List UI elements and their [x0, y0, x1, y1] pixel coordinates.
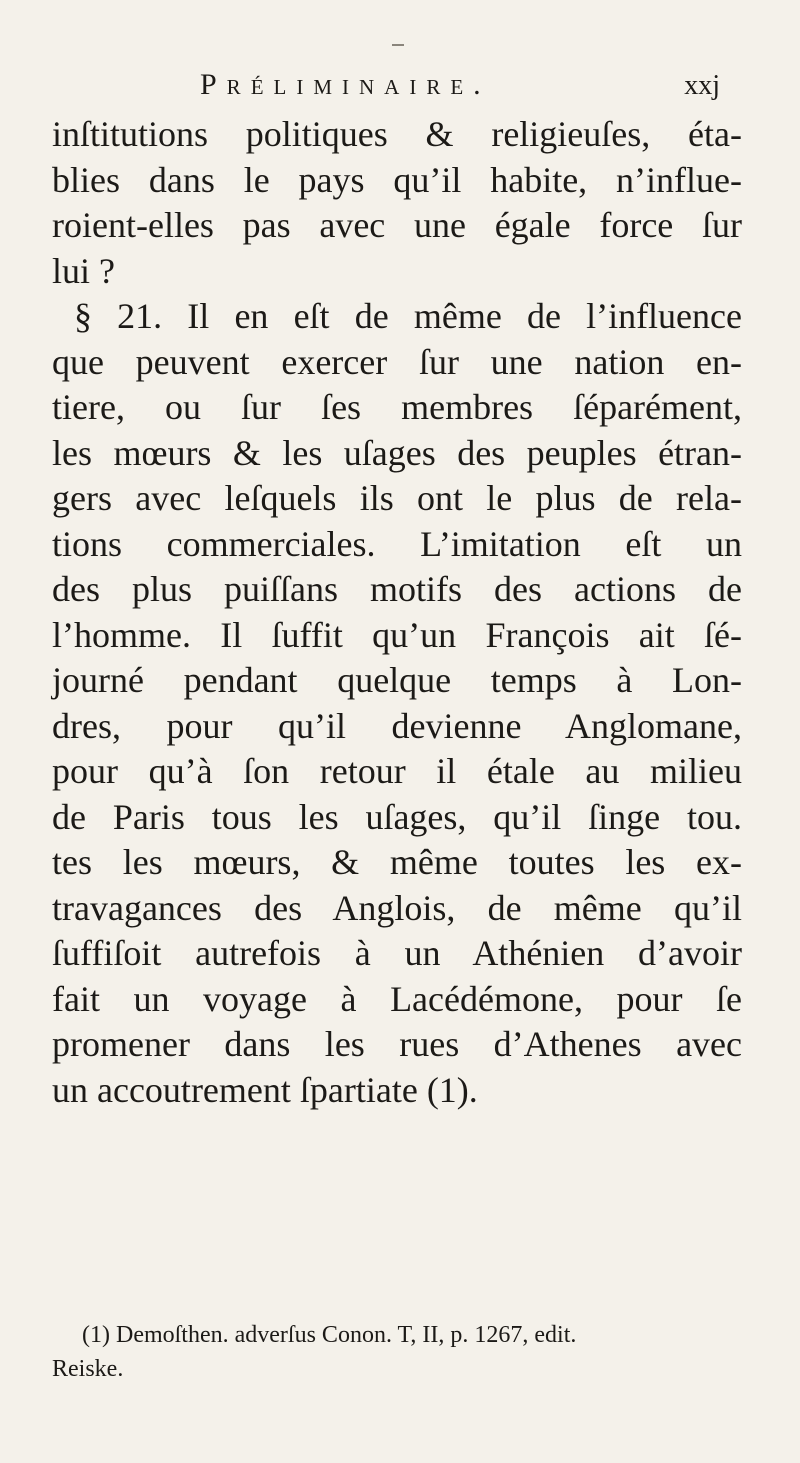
text-line: promener dans les rues d’Athenes avec — [52, 1024, 742, 1064]
text-line: gers avec leſquels ils ont le plus de rela- — [52, 478, 742, 518]
text-line: un accoutrement ſpartiate (1). — [52, 1069, 478, 1110]
text-line: pour qu’à ſon retour il étale au milieu — [52, 751, 742, 791]
page-mark — [392, 44, 404, 46]
text-line: inſtitutions politiques & religieuſes, éta- — [52, 114, 742, 154]
footnote-line: Reiske. — [52, 1356, 124, 1382]
text-line: tions commerciales. L’imitation eſt un — [52, 523, 742, 564]
text-line: dres, pour qu’il devienne Anglomane, — [52, 705, 742, 746]
text-line: fait un voyage à Lacédémone, pour ſe — [52, 978, 742, 1019]
running-head — [200, 68, 720, 108]
text-line: des plus puiſſans motifs des actions de — [52, 569, 742, 609]
text-line: que peuvent exercer ſur une nation en- — [52, 341, 742, 382]
running-title: Préliminaire. — [200, 68, 491, 101]
body-text — [52, 112, 742, 1113]
footnote — [52, 1318, 742, 1386]
text-line: blies dans le pays qu’il habite, n’influe- — [52, 159, 742, 200]
text-line: tes les mœurs, & même toutes les ex- — [52, 842, 742, 882]
footnote-line: (1) Demoſthen. adverſus Conon. T, II, p. 1267, edit. — [82, 1322, 577, 1348]
page-number: xxj — [684, 70, 720, 101]
text-line: travagances des Anglois, de même qu’il — [52, 887, 742, 928]
text-line: l’homme. Il ſuffit qu’un François ait ſé- — [52, 614, 742, 655]
text-line: lui ? — [52, 250, 115, 291]
text-line: § 21. Il en eſt de même de l’influence — [74, 296, 742, 336]
text-line: journé pendant quelque temps à Lon- — [52, 660, 742, 700]
text-line: tiere, ou ſur ſes membres ſéparément, — [52, 387, 742, 427]
text-line: ſuffiſoit autrefois à un Athénien d’avoir — [52, 933, 742, 973]
text-line: de Paris tous les uſages, qu’il ſinge tou. — [52, 796, 742, 837]
text-line: roient-elles pas avec une égale force ſur — [52, 205, 742, 245]
text-line: les mœurs & les uſages des peuples étran- — [52, 432, 742, 473]
